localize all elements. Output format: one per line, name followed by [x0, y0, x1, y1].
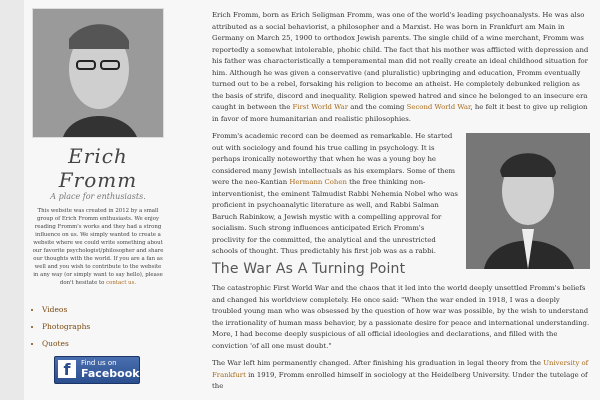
- sidebar: [32, 8, 164, 384]
- link-second-world-war[interactable]: Second World War: [406, 103, 471, 111]
- paragraph-1: [212, 10, 590, 125]
- facebook-icon: f: [58, 360, 76, 378]
- nav-item: [42, 322, 164, 331]
- site-tagline: A place for enthusiasts.: [50, 192, 146, 201]
- p2-text-b: the free thinking non-interventionist, the eminent Talmudist Rabbi Nehemia Nobel who was proficient in psychoanalytic literature as well, and Rabbi Salman Baruch Rabinkow, a Jewish mystic with a compelling approval for socialism. Such strong influences anticipated Erich Fromm's proclivity for the committed, the analytical and the unrestricted schools of thought. Thus predictably his first job was as a rabbi.: [212, 178, 458, 255]
- portrait-image: [32, 8, 164, 138]
- p1-text-c: , he felt it best to give up religion in favor of more humanitarian and realistic philosophies.: [212, 103, 588, 123]
- p1-text-a: Erich Fromm, born as Erich Seligman Fromm, was one of the world's leading psychoanalysts. He was also attributed as a social behaviorist, a philosopher and a Marxist. He was born in Frankfurt am Main in Germany on March 25, 1900 to orthodox Jewish parents. The single child of a wine merchant, Fromm was reportedly a somewhat intolerable, phobic child. The fact that his mother was afflicted with depression and his father was characteristically a temperamental man did not really create an ideal childhood situation for him. Although he was given a conservative (and pluralistic) upbringing and education, Fromm eventually turned out to be a rebel, forsaking his religion to become an atheist. He completely debunked religion as the basis of strife, discord and inequality. Religion spewed hatred and since he belonged to an insecure era caught in between the: [212, 11, 589, 111]
- intro-body: This website was created in 2012 by a small group of Erich Fromm enthusiasts. We enjoy reading Fromm's works and they had a strong influence on us. We simply wanted to create a website where we could write something about our favorite psychologist/philosopher and share our thoughts with the world. If you are a fan as well and you wish to contribute to the website in any way (or simply want to say hello), please don't hesitate to: [32, 208, 164, 286]
- nav-link-quotes[interactable]: Quotes: [42, 339, 69, 348]
- nav-item: [42, 305, 164, 314]
- link-university-frankfurt[interactable]: University of Frankfurt: [212, 359, 589, 379]
- p1-text-b: and the coming: [350, 103, 405, 111]
- nav-item: [42, 339, 164, 348]
- fromm-photo: [466, 133, 590, 269]
- main-content: [212, 10, 590, 399]
- p2-text-a: Fromm's academic record can be deemed as remarkable. He started out with sociology and found his true calling in psychology. It is perhaps ironically noteworthy that when he was a young boy he considered many Jewish intellectuals as his exemplars. Some of them were the neo-Kantian: [212, 132, 456, 186]
- paragraph-4: [212, 358, 590, 393]
- site-logo[interactable]: Erich Fromm: [58, 144, 138, 192]
- nav-link-photographs[interactable]: Photographs: [42, 322, 91, 331]
- link-first-world-war[interactable]: First World War: [292, 103, 349, 111]
- p4-text-a: The War left him permanently changed. After finishing his graduation in legal theory from the: [212, 359, 542, 367]
- facebook-line2: Facebook: [81, 367, 140, 380]
- facebook-line1: Find us on: [81, 359, 117, 367]
- sidebar-nav: [42, 305, 164, 348]
- link-hermann-cohen[interactable]: Hermann Cohen: [289, 178, 347, 186]
- contact-link[interactable]: contact us.: [106, 280, 137, 286]
- p4-text-b: in 1919, Fromm enrolled himself in sociology at the Heidelberg University. Under the tutelage of the: [212, 370, 588, 390]
- section-heading: The War As A Turning Point: [212, 260, 406, 277]
- facebook-button[interactable]: [54, 356, 140, 384]
- paragraph-3: The catastrophic First World War and the chaos that it led into the world deeply unsettled Fromm's beliefs and changed his worldview completely. He once said: "When the war ended in 1918, I was a deeply troubled young man who was obsessed by the question of how war was possible, by the wish to understand the irrationality of human mass behavior, by a passionate desire for peace and international understanding. More, I had become deeply suspicious of all official ideologies and declarations, and filled with the conviction 'of all one must doubt.": [212, 284, 590, 350]
- nav-link-videos[interactable]: Videos: [42, 305, 68, 314]
- intro-text: [32, 207, 164, 287]
